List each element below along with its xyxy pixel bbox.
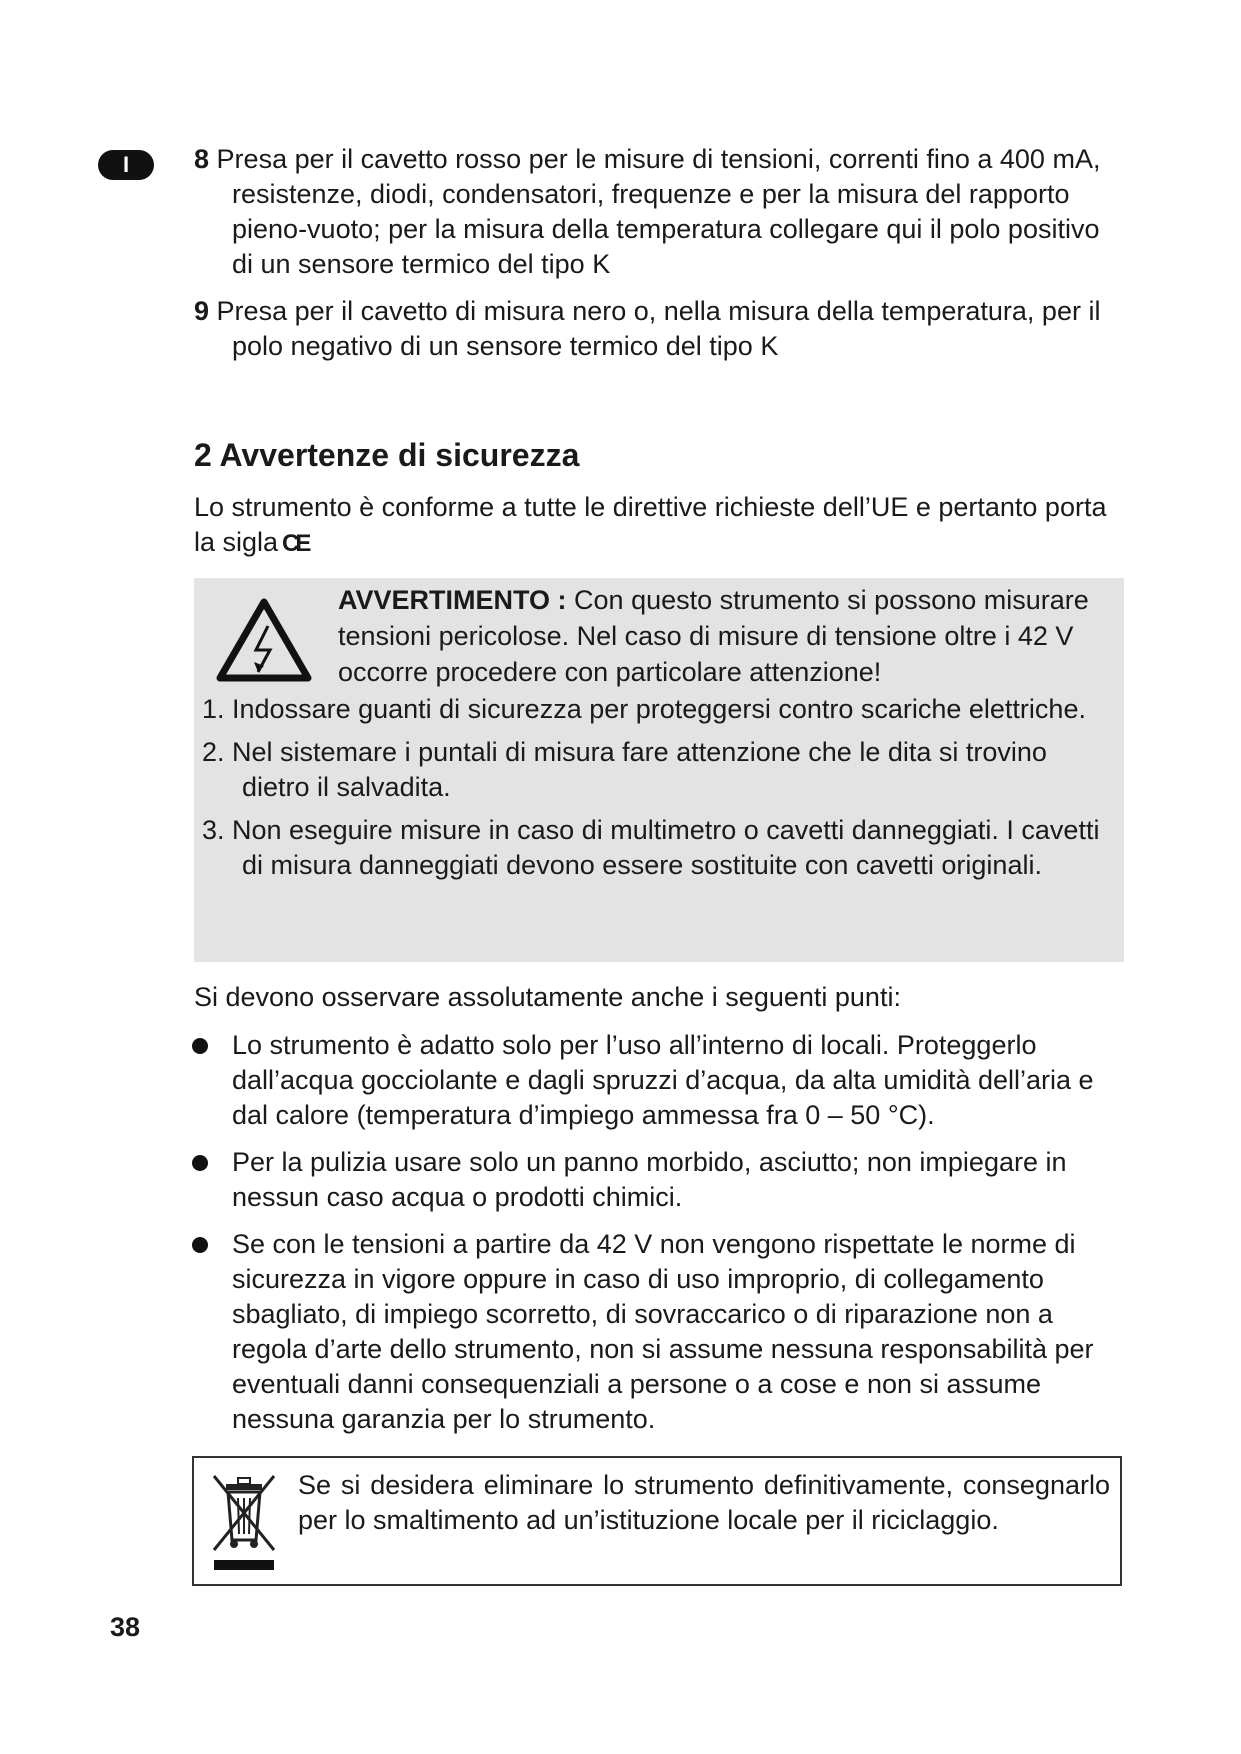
warning-item: 2. Nel sistemare i puntali di misura fare attenzione che le dita si trovino dietro il salvadita. — [202, 737, 1047, 802]
terminal-item: 8 Presa per il cavetto rosso per le misure di tensioni, correnti fino a 400 mA, resistenze, diodi, condensatori, frequenze e per la misura del rapporto pieno-vuoto; per la misura della temperatura collegare qui il polo positivo di un sensore termico del tipo K — [194, 144, 1101, 279]
page-number: 38 — [110, 1612, 141, 1642]
warning-list — [202, 692, 1114, 891]
bullet-dot-icon — [192, 1237, 208, 1253]
warning-item: 1. Indossare guanti di sicurezza per proteggersi contro scariche elettriche. — [202, 694, 1086, 724]
warning-label: AVVERTIMENTO : — [338, 585, 567, 615]
bullet-dot-icon — [192, 1038, 208, 1054]
warning-item: 3. Non eseguire misure in caso di multimetro o cavetti danneggiati. I cavetti di misura danneggiati devono essere sostituite con cavetti originali. — [202, 815, 1100, 880]
terminal-list — [194, 142, 1124, 364]
bullet-dot-icon — [192, 1155, 208, 1171]
disposal-text: Se si desidera eliminare lo strumento definitivamente, consegnarlo per lo smaltimento ad un’istituzione locale per il riciclaggio. — [298, 1470, 1110, 1535]
disposal-box — [192, 1456, 1122, 1586]
bullet-item: Per la pulizia usare solo un panno morbido, asciutto; non impiegare in nessun caso acqua o prodotti chimici. — [186, 1145, 1124, 1215]
bullet-item: Se con le tensioni a partire da 42 V non vengono rispettate le norme di sicurezza in vigore oppure in caso di uso improprio, di collegamento sbagliato, di impiego scorretto, di sovraccarico o di riparazione non a regola d’arte dello strumento, non si assume nessuna responsabilità per eventuali danni consequenziali a persone o a cose e non si assume nessuna garanzia per lo strumento. — [186, 1227, 1124, 1437]
terminal-item: 9 Presa per il cavetto di misura nero o, nella misura della temperatura, per il polo negativo di un sensore termico del tipo K — [194, 296, 1101, 361]
ce-mark: CE — [282, 530, 308, 557]
section-heading: 2 Avvertenze di sicurezza — [194, 437, 580, 473]
crossed-out-bin-icon — [208, 1470, 280, 1574]
bullet-item: Lo strumento è adatto solo per l’uso all’interno di locali. Proteggerlo dall’acqua gocciolante e dagli spruzzi d’acqua, da alta umidità dell’aria e dal calore (temperatura d’impiego ammessa fra 0 – 50 °C). — [186, 1028, 1124, 1133]
safety-bullets — [186, 1028, 1124, 1449]
high-voltage-warning-icon — [216, 596, 312, 682]
section-intro: Lo strumento è conforme a tutte le direttive richieste dell’UE e pertanto porta la sigla CE — [194, 492, 1107, 557]
followup-text: Si devono osservare assolutamente anche i seguenti punti: — [194, 982, 901, 1012]
warning-text: AVVERTIMENTO : Con questo strumento si possono misurare tensioni pericolose. Nel caso di misure di tensione oltre i 42 V occorre procedere con particolare attenzione! — [338, 585, 1089, 687]
warning-box — [194, 578, 1124, 962]
language-badge: I — [98, 150, 154, 180]
